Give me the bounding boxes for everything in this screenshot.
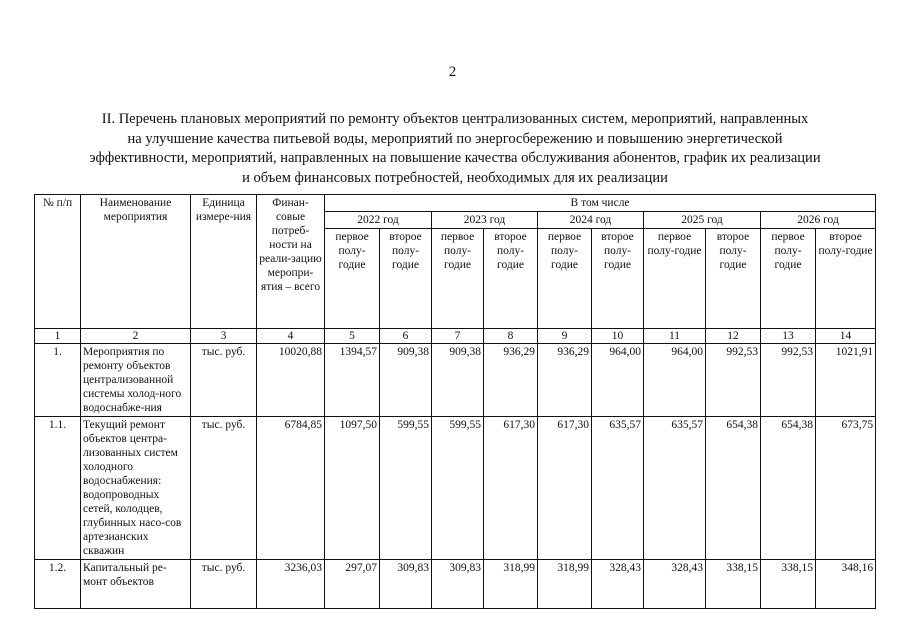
row-value: 909,38 [432,344,484,417]
row-value: 654,38 [761,417,816,560]
row-value: 599,55 [380,417,432,560]
row-value: 617,30 [484,417,538,560]
document-title [60,110,850,188]
row-value: 1394,57 [325,344,380,417]
column-number: 13 [761,329,816,344]
header-name: Наименование мероприятия [81,195,191,329]
row-value: 599,55 [432,417,484,560]
row-total: 6784,85 [257,417,325,560]
row-value: 992,53 [761,344,816,417]
row-value: 309,83 [432,560,484,609]
header-year-2024: 2024 год [538,212,644,229]
row-num: 1.1. [35,417,81,560]
header-year-2026: 2026 год [761,212,876,229]
header-half1: первое полу-годие [432,229,484,329]
column-number: 7 [432,329,484,344]
row-unit: тыс. руб. [191,417,257,560]
row-value: 318,99 [538,560,592,609]
row-value: 964,00 [592,344,644,417]
column-number: 5 [325,329,380,344]
header-year-2025: 2025 год [644,212,761,229]
row-name [81,560,191,609]
row-value: 992,53 [706,344,761,417]
header-half1: первое полу-годие [538,229,592,329]
header-year-2023: 2023 год [432,212,538,229]
row-value: 909,38 [380,344,432,417]
row-total: 3236,03 [257,560,325,609]
column-number: 8 [484,329,538,344]
row-name-text: Капитальный ре-монт объектов [83,562,167,588]
row-value: 635,57 [644,417,706,560]
row-value: 635,57 [592,417,644,560]
header-finance: Финан-совые потреб-ности на реали-зацию меропри-ятия – всего [257,195,325,329]
row-value: 318,99 [484,560,538,609]
header-num: № п/п [35,195,81,329]
header-year-2022: 2022 год [325,212,432,229]
header-half2: второе полу-годие [484,229,538,329]
table-row [35,344,876,417]
row-value: 1021,91 [816,344,876,417]
header-including: В том числе [325,195,876,212]
column-number: 14 [816,329,876,344]
header-half1: первое полу-годие [761,229,816,329]
row-value: 654,38 [706,417,761,560]
row-num: 1.2. [35,560,81,609]
row-value: 936,29 [484,344,538,417]
column-number: 9 [538,329,592,344]
column-number: 1 [35,329,81,344]
column-number: 3 [191,329,257,344]
row-value: 328,43 [644,560,706,609]
header-half1: первое полу-годие [644,229,706,329]
title-line: и объем финансовых потребностей, необходимых для их реализации [242,169,668,186]
header-half2: второе полу-годие [380,229,432,329]
header-half2: второе полу-годие [706,229,761,329]
measures-table [34,194,876,609]
row-value: 348,16 [816,560,876,609]
row-value: 1097,50 [325,417,380,560]
row-value: 617,30 [538,417,592,560]
header-half1: первое полу-годие [325,229,380,329]
header-half2: второе полу-годие [816,229,876,329]
row-name: Мероприятия по ремонту объектов централизованной системы холод-ного водоснабже-ния [81,344,191,417]
table-row [35,417,876,560]
column-number: 10 [592,329,644,344]
row-total: 10020,88 [257,344,325,417]
row-value: 338,15 [706,560,761,609]
row-value: 673,75 [816,417,876,560]
row-unit: тыс. руб. [191,560,257,609]
row-value: 297,07 [325,560,380,609]
title-line: эффективности, мероприятий, направленных на повышение качества обслуживания абонентов, график их реализации [89,150,821,166]
column-number: 11 [644,329,706,344]
title-line: на улучшение качества питьевой воды, мероприятий по энергосбережению и повышению энергетической [127,130,783,147]
table-row [35,560,876,609]
column-number: 6 [380,329,432,344]
title-line: II. Перечень плановых мероприятий по ремонту объектов централизованных систем, мероприятий, направленных [101,111,809,127]
row-unit: тыс. руб. [191,344,257,417]
row-value: 309,83 [380,560,432,609]
page-number: 2 [448,64,457,80]
row-value: 936,29 [538,344,592,417]
header-unit: Единица измере-ния [191,195,257,329]
column-number: 2 [81,329,191,344]
row-value: 328,43 [592,560,644,609]
column-number: 12 [706,329,761,344]
row-value: 964,00 [644,344,706,417]
row-num: 1. [35,344,81,417]
row-name: Текущий ремонт объектов центра-лизованных систем холодного водоснабжения: водопроводных сетей, колодцев, глубинных насо-сов артезианских скважин [81,417,191,560]
row-value: 338,15 [761,560,816,609]
column-number: 4 [257,329,325,344]
header-half2: второе полу-годие [592,229,644,329]
column-numbers-row [35,329,876,344]
